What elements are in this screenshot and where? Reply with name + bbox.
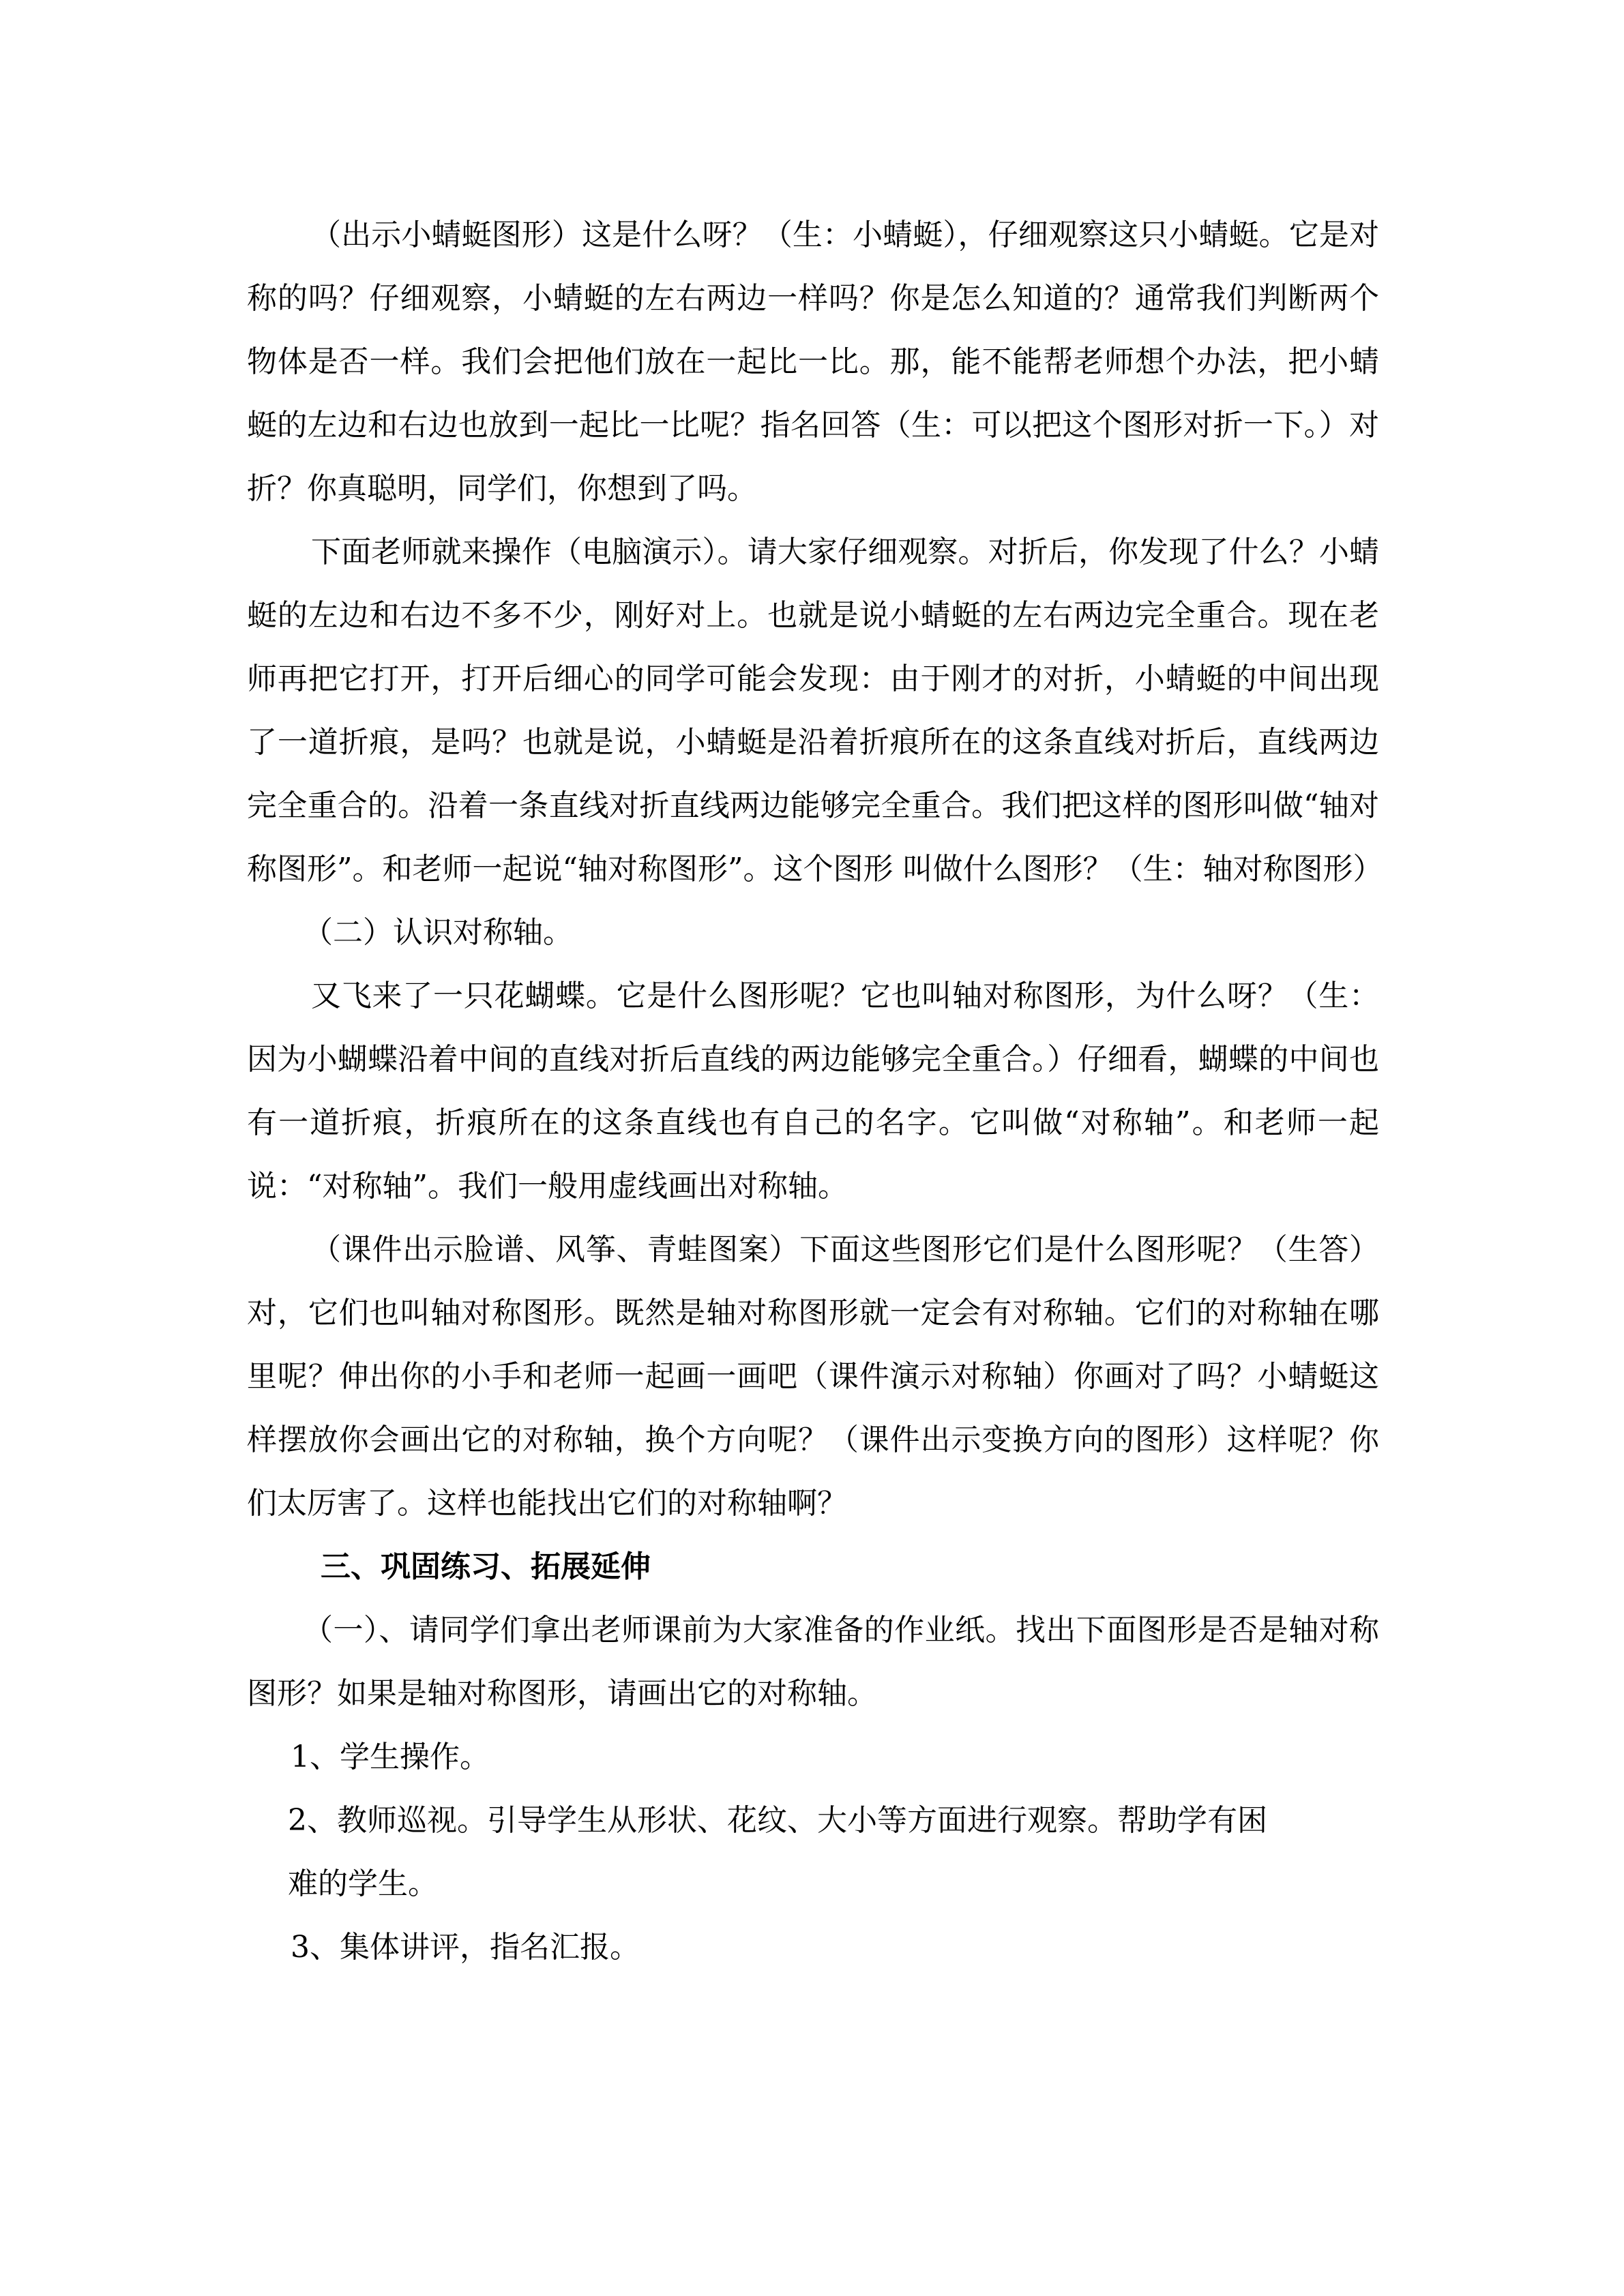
paragraph-dragonfly-intro: （出示小蜻蜓图形）这是什么呀？（生：小蜻蜓），仔细观察这只小蜻蜓。它是对称的吗？仔细观察，小蜻蜓的左右两边一样吗？你是怎么知道的？通常我们判断两个物体是否一样。我们会把他们放在一起比一比。那，能不能帮老师想个办法，把小蜻蜓的左边和右边也放到一起比一比呢？指名回答（生：可以把这个图形对折一下。）对折？你真聪明，同学们，你想到了吗。 [247,218,1379,506]
section-heading-practice: 三、巩固练习、拓展延伸 [321,1549,651,1584]
paragraph-fold-demo: 下面老师就来操作（电脑演示）。请大家仔细观察。对折后，你发现了什么？小蜻蜓的左边和右边不多不少，刚好对上。也就是说小蜻蜓的左右两边完全重合。现在老师再把它打开，打开后细心的同学可能会发现：由于刚才的对折，小蜻蜓的中间出现了一道折痕，是吗？也就是说，小蜻蜓是沿着折痕所在的这条直线对折后，直线两边完全重合的。沿着一条直线对折直线两边能够完全重合。我们把这样的图形叫做“轴对称图形”。和老师一起说“轴对称图形”。这个图形 叫做什么图形？（生：轴对称图形） [247,535,1383,886]
paragraph-courseware-figures: （课件出示脸谱、风筝、青蛙图案）下面这些图形它们是什么图形呢？（生答）对，它们也叫轴对称图形。既然是轴对称图形就一定会有对称轴。它们的对称轴在哪里呢？伸出你的小手和老师一起画一画吧（课件演示对称轴）你画对了吗？小蜻蜓这样摆放你会画出它的对称轴，换个方向呢？（课件出示变换方向的图形）这样呢？你们太厉害了。这样也能找出它们的对称轴啊？ [247,1232,1379,1521]
document-body [247,203,1383,1979]
list-item-teacher-patrol [247,1789,1379,1915]
list-item-teacher-patrol-line1: 2、教师巡视。引导学生从形状、花纹、大小等方面进行观察。帮助学有困 [288,1803,1267,1838]
list-item-student-operation: 1、学生操作。 [291,1740,490,1774]
list-item-teacher-patrol-line2: 难的学生。 [288,1866,438,1901]
list-item-collective-review: 3、集体讲评，指名汇报。 [291,1930,640,1965]
paragraph-butterfly: 又飞来了一只花蝴蝶。它是什么图形呢？它也叫轴对称图形，为什么呀？（生：因为小蝴蝶沿着中间的直线对折后直线的两边能够完全重合。）仔细看，蝴蝶的中间也有一道折痕，折痕所在的这条直线也有自己的名字。它叫做“对称轴”。和老师一起说：“对称轴”。我们一般用虚线画出对称轴。 [247,979,1379,1204]
section-heading-symmetry-axis: （二）认识对称轴。 [303,915,573,950]
paragraph-worksheet: （一）、请同学们拿出老师课前为大家准备的作业纸。找出下面图形是否是轴对称图形？如果是轴对称图形，请画出它的对称轴。 [247,1613,1379,1711]
